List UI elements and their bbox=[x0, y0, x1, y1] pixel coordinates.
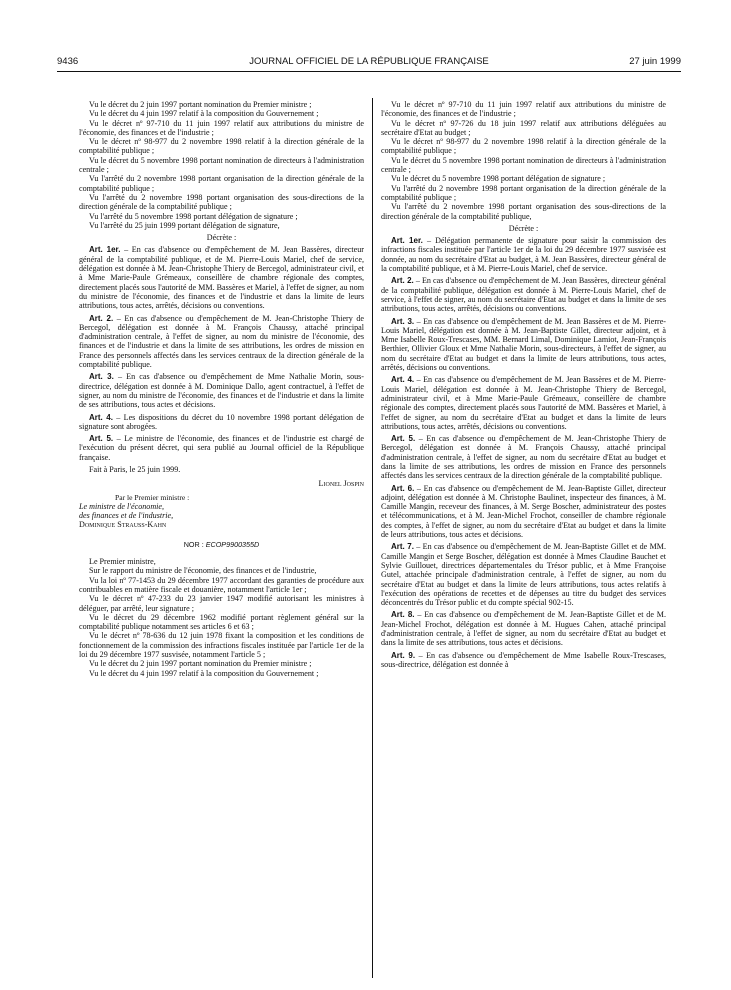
article-paragraph bbox=[381, 375, 666, 431]
preamble-paragraph: Le Premier ministre, bbox=[89, 557, 156, 567]
article-label: Art. 9. bbox=[391, 650, 416, 660]
article-text: – En cas d'absence ou d'empêchement de M. Jean Bassères et de M. Pierre-Louis Mariel, délégation est donnée à M. Jean-Baptiste Gillet, directeur adjoint, et à Mme Isabelle Roux-Trescases, MM. Bernard Limal, Dominique Lamiot, Jean-François Berthier, Ollivier Gloux et Mme Nathalie Morin, sous-directeurs, à l'effet de signer, au nom du secrétaire d'Etat au budget et dans la limite de leurs attributions, tous actes, arrêtés, décisions ou conventions. bbox=[381, 316, 666, 373]
article-text: – En cas d'absence ou d'empêchement de M. Jean Bassères, directeur général de la comptabilité publique, délégation est donnée à M. Pierre-Louis Mariel, chef de service, à l'effet de signer, au nom du secrétaire d'Etat au budget et dans la limite de ses attributions, tous actes, arrêtés, décisions ou conventions. bbox=[381, 276, 667, 314]
visa-paragraph: Vu l'arrêté du 5 novembre 1998 portant délégation de signature ; bbox=[89, 211, 298, 221]
visa-paragraph: Vu le décret du 5 novembre 1998 portant nomination de directeurs à l'administration centrale ; bbox=[381, 155, 666, 175]
visa-paragraph: Vu le décret du 5 novembre 1998 portant délégation de signature ; bbox=[391, 174, 606, 184]
minister-name: Dominique Strauss-Kahn bbox=[79, 520, 167, 530]
article-paragraph bbox=[79, 372, 364, 409]
article-text: – En cas d'absence ou d'empêchement de Mme Isabelle Roux-Trescases, sous-directrice, délégation est donnée à bbox=[381, 650, 667, 669]
left-column bbox=[79, 100, 364, 678]
decrete-heading: Décrète : bbox=[206, 233, 237, 243]
preamble-paragraph: Vu le décret du 2 juin 1997 portant nomination du Premier ministre ; bbox=[89, 659, 312, 669]
article-label: Art. 3. bbox=[391, 316, 415, 326]
article-paragraph bbox=[381, 317, 666, 373]
signatory-name: Lionel Jospin bbox=[318, 479, 364, 489]
preamble-paragraph: Vu le décret nº 47-233 du 23 janvier 1947 modifié autorisant les ministres à déléguer, par arrêté, leur signature ; bbox=[79, 594, 364, 613]
article-label: Art. 5. bbox=[391, 434, 416, 444]
preamble-paragraph: Vu le décret nº 78-636 du 12 juin 1978 fixant la composition et les conditions de fonctionnement de la commission des infractions fiscales instituée par l'article 1er de la loi du 29 décembre 1977 susvisée, notamment l'article 5 ; bbox=[79, 631, 364, 660]
article-text: – Délégation permanente de signature pour saisir la commission des infractions fiscales instituée par l'article 1er de la loi du 29 décembre 1977 susvisée est donnée, au nom du secrétaire d'Etat au budget, à M. Jean Bassères, directeur général de la comptabilité publique, et à M. Pierre-Louis Mariel, chef de service. bbox=[381, 236, 666, 274]
column-divider bbox=[372, 98, 373, 978]
article-text: – Le ministre de l'économie, des finances et de l'industrie est chargé de l'exécution du présent décret, qui sera publié au Journal officiel de la République française. bbox=[79, 434, 364, 462]
article-paragraph bbox=[381, 236, 666, 273]
preamble-paragraph: Vu le décret du 4 juin 1997 relatif à la composition du Gouvernement ; bbox=[89, 668, 319, 678]
visa-paragraph: Vu le décret du 4 juin 1997 relatif à la composition du Gouvernement ; bbox=[89, 109, 319, 119]
article-label: Art. 5. bbox=[89, 434, 114, 444]
article-label: Art. 4. bbox=[89, 412, 113, 422]
page-header bbox=[57, 56, 681, 70]
article-text: – En cas d'absence ou d'empêchement de M. Jean-Baptiste Gillet et de M. Jean-Michel Frochot, délégation est donnée à M. Hugues Cahen, attaché principal d'administration centrale, à l'effet de signer, au nom du secrétaire d'Etat au budget et dans la limite de ses attributions, tous actes et décisions. bbox=[381, 610, 667, 648]
visa-paragraph: Vu le décret nº 97-710 du 11 juin 1997 relatif aux attributions du ministre de l'économie, des finances et de l'industrie ; bbox=[381, 100, 666, 119]
article-text: – En cas d'absence ou d'empêchement de M. Jean-Christophe Thiery de Bercegol, délégation est donnée à M. François Chaussy, attaché principal d'administration centrale, à l'effet de signer, au nom du secrétaire d'Etat au budget et dans la limite de ses attributions, les ordres de mission en France des personnels affectés dans les services centraux de la direction générale de la comptabilité publique. bbox=[381, 434, 666, 481]
page-number: 9436 bbox=[57, 56, 79, 67]
visa-paragraph: Vu l'arrêté du 2 novembre 1998 portant organisation des sous-directions de la direction générale de la comptabilité publique, bbox=[381, 202, 666, 221]
article-label: Art. 7. bbox=[391, 542, 414, 552]
article-text: – En cas d'absence ou d'empêchement de M. Jean-Christophe Thiery de Bercegol, délégation est donnée à M. François Chaussy, attaché principal d'administration centrale, à l'effet de signer, au nom du ministre de l'économie, des finances et de l'industrie et dans la limite de ses attributions, les ordres de mission en France des personnels affectés dans les services centraux de la direction générale de la comptabilité publique. bbox=[79, 313, 364, 370]
journal-title: JOURNAL OFFICIEL DE LA RÉPUBLIQUE FRANÇAISE bbox=[249, 56, 489, 67]
article-label: Art. 2. bbox=[89, 313, 114, 323]
right-column bbox=[381, 100, 666, 669]
visa-paragraph: Vu le décret nº 98-977 du 2 novembre 1998 relatif à la direction générale de la comptabilité publique ; bbox=[381, 137, 666, 156]
visa-paragraph: Vu l'arrêté du 25 juin 1999 portant délégation de signature, bbox=[89, 220, 280, 230]
visa-paragraph: Vu le décret nº 98-977 du 2 novembre 1998 relatif à la direction générale de la comptabilité publique ; bbox=[79, 137, 364, 156]
article-label: Art. 1er. bbox=[89, 245, 121, 255]
article-paragraph bbox=[79, 434, 364, 462]
decrete-heading: Décrète : bbox=[508, 223, 539, 233]
article-text: – En cas d'absence ou d'empêchement de Mme Nathalie Morin, sous-directrice, délégation est donnée à M. Dominique Dallo, agent contractuel, à l'effet de signer, au nom du ministre de l'économie, des finances et de l'industrie et dans la limite de ses attributions, tous actes et décisions. bbox=[79, 372, 365, 410]
article-paragraph bbox=[381, 434, 666, 480]
issue-date: 27 juin 1999 bbox=[629, 56, 681, 67]
article-label: Art. 3. bbox=[89, 372, 114, 382]
visa-paragraph: Vu l'arrêté du 2 novembre 1998 portant organisation des sous-directions de la direction générale de la comptabilité publique ; bbox=[79, 192, 364, 212]
article-label: Art. 2. bbox=[391, 276, 414, 286]
article-text: – En cas d'absence ou d'empêchement de M. Jean-Baptiste Gillet et de MM. Camille Mangin et Serge Boscher, délégation est donnée à Mmes Claudine Bauchet et Sylvie Guillouet, directrices départementales du Trésor public, et à Mme Françoise Gutel, attachée principale d'administration centrale, à l'effet de signer, au nom du secrétaire d'Etat au budget et dans la limite de leurs attributions, tous actes relatifs à l'exécution des opérations de recettes et de dépenses au titre du budget des services déconcentrés du Trésor public et du compte spécial 902-15. bbox=[381, 542, 667, 608]
article-paragraph bbox=[79, 314, 364, 370]
visa-paragraph: Vu l'arrêté du 2 novembre 1998 portant organisation de la direction générale de la comptabilité publique ; bbox=[79, 174, 364, 193]
article-paragraph bbox=[381, 610, 666, 647]
visa-paragraph: Vu le décret du 2 juin 1997 portant nomination du Premier ministre ; bbox=[89, 100, 312, 109]
visa-paragraph: Vu le décret nº 97-726 du 18 juin 1997 relatif aux attributions déléguées au secrétaire d'Etat au budget ; bbox=[381, 118, 666, 137]
preamble-paragraph: Sur le rapport du ministre de l'économie, des finances et de l'industrie, bbox=[89, 566, 317, 576]
article-paragraph bbox=[381, 276, 666, 313]
visa-paragraph: Vu le décret nº 97-710 du 11 juin 1997 relatif aux attributions du ministre de l'économie, des finances et de l'industrie ; bbox=[79, 118, 364, 137]
minister-title-line: Le ministre de l'économie, bbox=[79, 501, 165, 511]
article-label: Art. 8. bbox=[391, 610, 415, 620]
article-paragraph bbox=[381, 542, 666, 607]
visa-paragraph: Vu l'arrêté du 2 novembre 1998 portant organisation de la direction générale de la comptabilité publique ; bbox=[381, 183, 666, 202]
article-label: Art. 4. bbox=[391, 375, 415, 385]
article-paragraph bbox=[381, 484, 666, 540]
article-label: Art. 1er. bbox=[391, 236, 423, 246]
article-paragraph bbox=[79, 413, 364, 432]
header-rule bbox=[57, 71, 681, 72]
article-text: – En cas d'absence ou d'empêchement de M. Jean Bassères et de M. Pierre-Louis Mariel, délégation est donnée à M. Jean-Christophe Thiery de Bercegol, administrateur civil, et à Mme Marie-Paule Grémeaux, conseillère de chambre régionale des comptes, directement placés sous l'autorité de MM. Bassères et Mariel, à l'effet de signer, au nom du secrétaire d'Etat au budget et dans la limite de leurs attributions, tous actes, arrêtés, décisions ou conventions. bbox=[381, 375, 666, 431]
article-label: Art. 6. bbox=[391, 483, 415, 493]
nor-code: ECOP9900355D bbox=[205, 539, 260, 549]
minister-title-line: des finances et de l'industrie, bbox=[79, 511, 174, 521]
preamble-paragraph: Vu la loi nº 77-1453 du 29 décembre 1977 accordant des garanties de procédure aux contribuables en matière fiscale et douanière, notamment l'article 1er ; bbox=[79, 575, 364, 594]
par-le-line: Par le Premier ministre : bbox=[115, 492, 190, 502]
article-paragraph bbox=[381, 651, 666, 670]
article-text: – Les dispositions du décret du 10 novembre 1998 portant délégation de signature sont abrogées. bbox=[79, 412, 364, 431]
nor-label: NOR : bbox=[183, 539, 206, 549]
article-text: – En cas d'absence ou d'empêchement de M. Jean-Baptiste Gillet, directeur adjoint, délégation est donnée à M. Christophe Baulinet, inspecteur des finances, à M. Camille Mangin, receveur des finances, à M. Serge Boscher, administrateur des postes et télécommunications, et à M. Jean-Michel Frochot, conseiller de chambre régionale des comptes, à l'effet de signer, au nom du secrétaire d'Etat au budget et dans la limite de leurs attributions, tous actes et décisions. bbox=[381, 483, 667, 540]
preamble-paragraph: Vu le décret du 29 décembre 1962 modifié portant règlement général sur la comptabilité publique notamment ses articles 6 et 63 ; bbox=[79, 612, 364, 632]
nor-reference bbox=[79, 540, 364, 549]
visa-paragraph: Vu le décret du 5 novembre 1998 portant nomination de directeurs à l'administration centrale ; bbox=[79, 155, 364, 175]
fait-line: Fait à Paris, le 25 juin 1999. bbox=[89, 464, 181, 474]
countersignature-block bbox=[79, 493, 364, 530]
article-text: – En cas d'absence ou d'empêchement de M. Jean Bassères, directeur général de la comptabilité publique, et de M. Pierre-Louis Mariel, chef de service, délégation est donnée à M. Jean-Christophe Thiery de Bercegol, administrateur civil, et à Mme Marie-Paule Grémeaux, conseillère de chambre régionale des comptes, directement placés sous l'autorité de MM. Bassères et Mariel, à l'effet de signer, au nom du ministre de l'économie, des finances et de l'industrie et dans la limite de leurs attributions, tous actes, arrêtés, décisions ou conventions. bbox=[79, 245, 365, 311]
article-paragraph bbox=[79, 245, 364, 310]
